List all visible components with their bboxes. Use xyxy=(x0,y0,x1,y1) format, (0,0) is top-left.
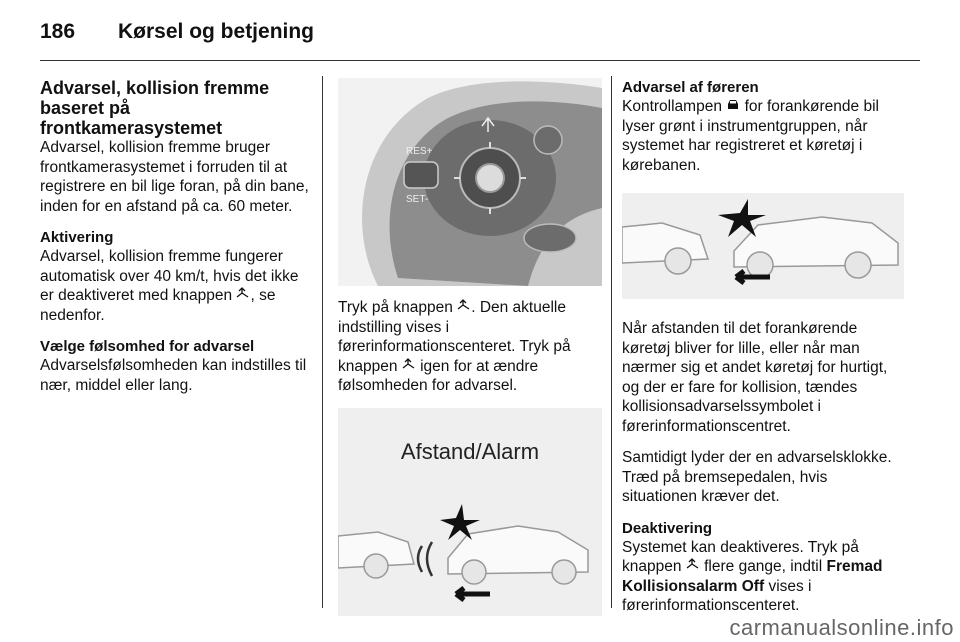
menu-option-label: Fremad Kollisionsalarm Off xyxy=(622,558,883,595)
section-heading: Advarsel, kollision fremme baseret på frontkamerasystemet xyxy=(40,78,270,138)
deactivation-paragraph: Systemet kan deaktiveres. Tryk på knappen flere gange, indtil Fremad Kollisionsalarm Off vises i førerinformationscenteret. xyxy=(622,538,883,614)
collision-alert-icon xyxy=(457,299,471,312)
site-watermark: carmanualsonline.info xyxy=(729,615,954,640)
column-1 xyxy=(40,78,312,407)
button-instruction-paragraph: Tryk på knappen . Den aktuelle indstilling vises i førerinformationscenteret. Tryk på knappen igen for at ændre følsomheden for advarsel. xyxy=(338,299,571,394)
collision-alert-icon xyxy=(236,287,250,300)
activation-paragraph: Advarsel, kollision fremme fungerer automatisk over 40 km/t, hvis det ikke er deaktiveret med knappen , se nedenfor. xyxy=(40,248,299,324)
page-number: 186 xyxy=(40,20,76,43)
res-label: RES+ xyxy=(406,146,433,157)
set-label: SET- xyxy=(406,194,429,205)
page-title: Kørsel og betjening xyxy=(118,20,315,43)
sensitivity-paragraph: Advarselsfølsomheden kan indstilles til nær, middel eller lang. xyxy=(40,357,307,394)
deactivation-heading: Deaktivering xyxy=(622,519,713,537)
driver-warning-heading: Advarsel af føreren xyxy=(622,79,759,96)
car-front-icon xyxy=(726,99,740,111)
column-2 xyxy=(338,78,602,616)
display-title: Afstand/Alarm xyxy=(400,438,540,464)
collision-alert-icon xyxy=(686,558,700,571)
column-divider xyxy=(611,76,612,608)
intro-paragraph: Advarsel, kollision fremme bruger frontkamerasystemet i forruden til at registrere en bil lige foran, på din bane, inden for en afstand på ca. 60 meter. xyxy=(40,139,309,215)
steering-wheel-controls-illustration xyxy=(338,78,602,286)
driver-warning-paragraph: Kontrollampen for forankørende bil lyser grønt i instrumentgruppen, når systemet har registreret et køretøj i kørebanen. xyxy=(622,98,879,174)
column-3 xyxy=(622,78,904,628)
collision-alert-icon xyxy=(402,358,416,371)
sensitivity-heading: Vælge følsomhed for advarsel xyxy=(40,338,255,355)
collision-warning-paragraph: Når afstanden til det forankørende køretøj bliver for lille, eller når man nærmer sig et andet køretøj for hurtigt, og der er fare for kollision, tændes kollisionsadvarselssymbolet i førerinformationscentret. xyxy=(622,320,888,435)
header-divider xyxy=(40,60,920,61)
activation-heading: Aktivering xyxy=(40,229,114,246)
distance-alarm-display-illustration xyxy=(338,408,602,616)
page-header xyxy=(40,14,920,64)
collision-warning-illustration xyxy=(622,193,904,299)
chime-paragraph: Samtidigt lyder der en advarselsklokke. Træd på bremsepedalen, hvis situationen kræver det. xyxy=(622,449,892,505)
column-divider xyxy=(322,76,323,608)
